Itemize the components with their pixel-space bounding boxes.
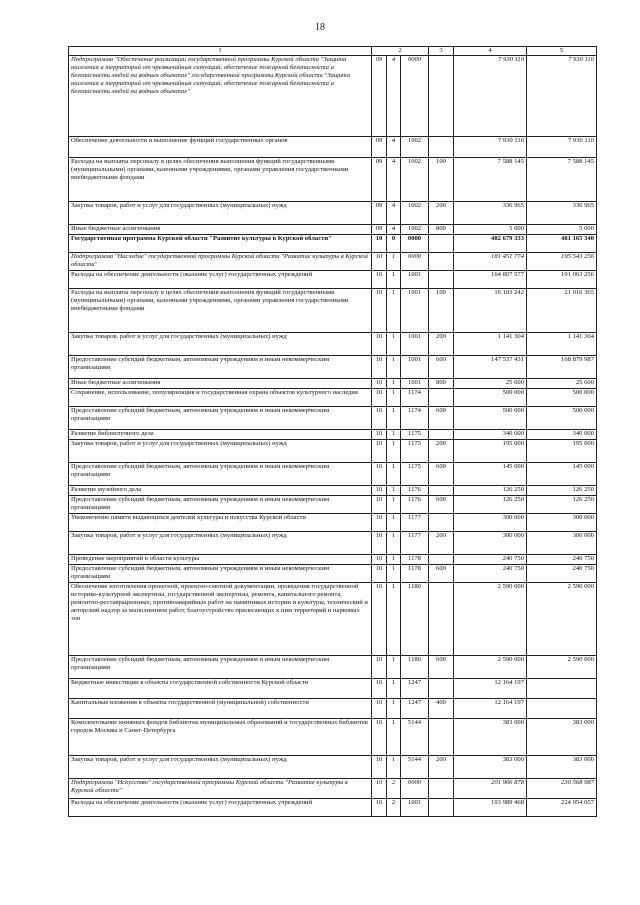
subprogram-code: 2: [387, 799, 401, 817]
row-name: Предоставление субсидий бюджетным, автономным учреждениям и иным некоммерческим организациям: [69, 565, 372, 583]
table-row: [69, 679, 597, 699]
expense-type: [429, 430, 454, 440]
amount-year-2: 168 879 987: [527, 356, 597, 379]
subprogram-code: 0: [387, 235, 401, 253]
program-code: 10: [372, 565, 387, 583]
subprogram-code: 1: [387, 583, 401, 656]
amount-year-1: 500 000: [454, 407, 527, 430]
table-row: [69, 486, 597, 496]
subprogram-code: 1: [387, 333, 401, 356]
direction-code: 1002: [401, 158, 429, 202]
program-code: 10: [372, 679, 387, 699]
direction-code: 0000: [401, 235, 429, 253]
amount-year-2: 383 000: [527, 719, 597, 756]
amount-year-1: 7 930 110: [454, 56, 527, 137]
direction-code: 1175: [401, 430, 429, 440]
direction-code: 1177: [401, 514, 429, 532]
amount-year-1: 340 000: [454, 430, 527, 440]
amount-year-2: 21 016 365: [527, 289, 597, 333]
amount-year-2: 481 165 340: [527, 235, 597, 253]
amount-year-1: 336 965: [454, 202, 527, 225]
program-code: 10: [372, 486, 387, 496]
amount-year-1: 7 930 110: [454, 137, 527, 158]
row-name: Комплектование книжных фондов библиотек муниципальных образований и государственных библиотек городов Москвы и Санкт-Петербурга: [69, 719, 372, 756]
row-name: Развитие музейного дела: [69, 486, 372, 496]
amount-year-2: 224 054 057: [527, 799, 597, 817]
amount-year-2: 500 000: [527, 407, 597, 430]
expense-type: 400: [429, 699, 454, 719]
direction-code: 1002: [401, 137, 429, 158]
direction-code: 1174: [401, 389, 429, 407]
subprogram-code: 4: [387, 137, 401, 158]
table-row: [69, 137, 597, 158]
table-row: [69, 565, 597, 583]
program-code: 10: [372, 756, 387, 779]
row-name: Расходы на выплаты персоналу в целях обеспечения выполнения функций государственными (муниципальными) органами, казенными учреждениями, органами управления государственными внебюджетными фондами: [69, 158, 372, 202]
program-code: 10: [372, 440, 387, 463]
table-row: [69, 430, 597, 440]
direction-code: 1001: [401, 799, 429, 817]
direction-code: 5144: [401, 719, 429, 756]
amount-year-2: [527, 699, 597, 719]
table-row: [69, 56, 597, 137]
row-name: Расходы на выплаты персоналу в целях обеспечения выполнения функций государственными (муниципальными) органами, казенными учреждениями, органами управления государственными внебюджетными фондами: [69, 289, 372, 333]
table-row: [69, 235, 597, 253]
direction-code: 1180: [401, 583, 429, 656]
expense-type: [429, 514, 454, 532]
amount-year-1: 300 000: [454, 514, 527, 532]
row-name: Подпрограмма "Наследие" государственной программы Курской области "Развитие культуры в Курской области": [69, 253, 372, 271]
program-code: 10: [372, 514, 387, 532]
program-code: 10: [372, 496, 387, 514]
amount-year-2: 1 141 304: [527, 333, 597, 356]
table-row: [69, 532, 597, 555]
subprogram-code: 1: [387, 565, 401, 583]
program-code: 10: [372, 532, 387, 555]
expense-type: [429, 583, 454, 656]
direction-code: 1177: [401, 532, 429, 555]
program-code: 10: [372, 779, 387, 799]
table-row: [69, 496, 597, 514]
expense-type: 200: [429, 532, 454, 555]
direction-code: 1247: [401, 699, 429, 719]
program-code: 10: [372, 333, 387, 356]
amount-year-2: 240 750: [527, 555, 597, 565]
table-row: [69, 356, 597, 379]
expense-type: [429, 555, 454, 565]
table-row: [69, 379, 597, 389]
amount-year-2: 126 250: [527, 486, 597, 496]
direction-code: 1178: [401, 555, 429, 565]
amount-year-2: 340 000: [527, 430, 597, 440]
amount-year-2: 500 000: [527, 389, 597, 407]
program-code: 10: [372, 289, 387, 333]
program-code: 10: [372, 656, 387, 679]
budget-table: [68, 46, 597, 817]
row-name: Сохранение, использование, популяризация и государственная охрана объектов культурного наследия: [69, 389, 372, 407]
expense-type: 600: [429, 565, 454, 583]
expense-type: 200: [429, 202, 454, 225]
direction-code: 1178: [401, 565, 429, 583]
direction-code: 1002: [401, 202, 429, 225]
amount-year-2: 191 063 256: [527, 271, 597, 289]
row-name: Предоставление субсидий бюджетным, автономным учреждениям и иным некоммерческим организациям: [69, 656, 372, 679]
row-name: Закупка товаров, работ и услуг для государственных (муниципальных) нужд: [69, 440, 372, 463]
subprogram-code: 4: [387, 56, 401, 137]
expense-type: [429, 235, 454, 253]
subprogram-code: 1: [387, 699, 401, 719]
direction-code: 1001: [401, 356, 429, 379]
program-code: 10: [372, 389, 387, 407]
expense-type: 800: [429, 379, 454, 389]
direction-code: 0000: [401, 779, 429, 799]
expense-type: [429, 137, 454, 158]
amount-year-2: 126 250: [527, 496, 597, 514]
subprogram-code: 2: [387, 779, 401, 799]
expense-type: [429, 486, 454, 496]
program-code: 10: [372, 253, 387, 271]
amount-year-2: 7 930 110: [527, 137, 597, 158]
amount-year-2: 25 600: [527, 379, 597, 389]
subprogram-code: 1: [387, 356, 401, 379]
row-name: Увековечение памяти выдающихся деятелей культуры и искусства Курской области: [69, 514, 372, 532]
table-row: [69, 463, 597, 486]
table-row: [69, 253, 597, 271]
subprogram-code: 1: [387, 289, 401, 333]
amount-year-1: 126 250: [454, 496, 527, 514]
header-col-2: 2: [372, 47, 429, 56]
subprogram-code: 1: [387, 656, 401, 679]
row-name: Предоставление субсидий бюджетным, автономным учреждениям и иным некоммерческим организациям: [69, 463, 372, 486]
row-name: Иные бюджетные ассигнования: [69, 379, 372, 389]
direction-code: 0000: [401, 56, 429, 137]
amount-year-1: 240 750: [454, 555, 527, 565]
amount-year-1: 5 000: [454, 225, 527, 235]
amount-year-2: 300 000: [527, 514, 597, 532]
amount-year-1: 240 750: [454, 565, 527, 583]
program-code: 09: [372, 56, 387, 137]
table-row: [69, 407, 597, 430]
row-name: Расходы на обеспечение деятельности (оказание услуг) государственных учреждений: [69, 271, 372, 289]
direction-code: 1176: [401, 496, 429, 514]
row-name: Закупка товаров, работ и услуг для государственных (муниципальных) нужд: [69, 202, 372, 225]
expense-type: [429, 779, 454, 799]
expense-type: [429, 253, 454, 271]
table-row: [69, 583, 597, 656]
table-header-row: [69, 47, 597, 56]
amount-year-1: 383 000: [454, 719, 527, 756]
expense-type: 600: [429, 356, 454, 379]
amount-year-2: 383 000: [527, 756, 597, 779]
program-code: 10: [372, 235, 387, 253]
subprogram-code: 4: [387, 158, 401, 202]
program-code: 10: [372, 356, 387, 379]
table-row: [69, 555, 597, 565]
subprogram-code: 1: [387, 430, 401, 440]
program-code: 10: [372, 463, 387, 486]
direction-code: 1175: [401, 463, 429, 486]
expense-type: [429, 719, 454, 756]
amount-year-2: 336 965: [527, 202, 597, 225]
row-name: Предоставление субсидий бюджетным, автономным учреждениям и иным некоммерческим организациям: [69, 496, 372, 514]
expense-type: 100: [429, 158, 454, 202]
row-name: Подпрограмма "Искусство" государственной программы Курской области "Развитие культуры в Курской области": [69, 779, 372, 799]
direction-code: 1180: [401, 656, 429, 679]
page-number: 18: [315, 22, 325, 33]
amount-year-1: 1 141 304: [454, 333, 527, 356]
amount-year-2: [527, 679, 597, 699]
amount-year-1: 181 451 774: [454, 253, 527, 271]
table-row: [69, 289, 597, 333]
subprogram-code: 1: [387, 407, 401, 430]
direction-code: 1247: [401, 679, 429, 699]
program-code: 09: [372, 202, 387, 225]
table-row: [69, 271, 597, 289]
amount-year-1: 145 000: [454, 463, 527, 486]
direction-code: 1001: [401, 333, 429, 356]
table-row: [69, 656, 597, 679]
subprogram-code: 1: [387, 463, 401, 486]
direction-code: 1002: [401, 225, 429, 235]
direction-code: 0000: [401, 253, 429, 271]
amount-year-1: 126 250: [454, 486, 527, 496]
row-name: Предоставление субсидий бюджетным, автономным учреждениям и иным некоммерческим организациям: [69, 407, 372, 430]
table-row: [69, 158, 597, 202]
program-code: 10: [372, 583, 387, 656]
amount-year-2: 2 590 000: [527, 656, 597, 679]
amount-year-1: 193 989 468: [454, 799, 527, 817]
direction-code: 1175: [401, 440, 429, 463]
program-code: 10: [372, 379, 387, 389]
subprogram-code: 4: [387, 225, 401, 235]
direction-code: 1001: [401, 271, 429, 289]
program-code: 10: [372, 271, 387, 289]
program-code: 09: [372, 225, 387, 235]
expense-type: 800: [429, 225, 454, 235]
expense-type: [429, 56, 454, 137]
amount-year-1: 2 590 000: [454, 583, 527, 656]
table-row: [69, 719, 597, 756]
amount-year-2: 195 543 256: [527, 253, 597, 271]
direction-code: 1176: [401, 486, 429, 496]
subprogram-code: 1: [387, 756, 401, 779]
amount-year-1: 164 807 577: [454, 271, 527, 289]
table-row: [69, 440, 597, 463]
row-name: Обеспечение деятельности и выполнение функций государственных органов: [69, 137, 372, 158]
row-name: Закупка товаров, работ и услуг для государственных (муниципальных) нужд: [69, 756, 372, 779]
amount-year-2: 230 568 987: [527, 779, 597, 799]
row-name: Государственная программа Курской области "Развитие культуры в Курской области": [69, 235, 372, 253]
amount-year-1: 16 103 242: [454, 289, 527, 333]
amount-year-1: 2 590 000: [454, 656, 527, 679]
direction-code: 5144: [401, 756, 429, 779]
amount-year-1: 482 679 333: [454, 235, 527, 253]
row-name: Обеспечение изготовления проектной, проектно-сметной документации, проведения государственной историко-культурной экспертизы, государственной экспертизы, ремонта, капитального ремонта, ремонтно-реставрационных, противоаварийных работ на памятниках истории и культуры, технический и авторский надзор за выполнением работ, благоустройство прилегающих к ним территорий и парковых зон: [69, 583, 372, 656]
subprogram-code: 1: [387, 486, 401, 496]
amount-year-2: 145 000: [527, 463, 597, 486]
amount-year-2: 240 750: [527, 565, 597, 583]
table-row: [69, 756, 597, 779]
header-col-5: 5: [527, 47, 597, 56]
table-row: [69, 225, 597, 235]
amount-year-2: 2 590 000: [527, 583, 597, 656]
row-name: Закупка товаров, работ и услуг для государственных (муниципальных) нужд: [69, 333, 372, 356]
table-row: [69, 389, 597, 407]
subprogram-code: 1: [387, 389, 401, 407]
expense-type: [429, 271, 454, 289]
expense-type: 600: [429, 496, 454, 514]
table-row: [69, 514, 597, 532]
row-name: Предоставление субсидий бюджетным, автономным учреждениям и иным некоммерческим организациям: [69, 356, 372, 379]
program-code: 10: [372, 699, 387, 719]
amount-year-1: 300 000: [454, 532, 527, 555]
header-col-1: 1: [69, 47, 372, 56]
subprogram-code: 1: [387, 496, 401, 514]
subprogram-code: 1: [387, 719, 401, 756]
program-code: 10: [372, 555, 387, 565]
direction-code: 1001: [401, 379, 429, 389]
program-code: 10: [372, 719, 387, 756]
table-row: [69, 333, 597, 356]
program-code: 10: [372, 407, 387, 430]
amount-year-2: 7 930 110: [527, 56, 597, 137]
amount-year-1: 147 537 431: [454, 356, 527, 379]
amount-year-1: 201 966 878: [454, 779, 527, 799]
amount-year-2: 5 000: [527, 225, 597, 235]
table-row: [69, 202, 597, 225]
subprogram-code: 1: [387, 555, 401, 565]
subprogram-code: 1: [387, 271, 401, 289]
table-row: [69, 699, 597, 719]
direction-code: 1001: [401, 289, 429, 333]
table-row: [69, 799, 597, 817]
program-code: 09: [372, 158, 387, 202]
direction-code: 1174: [401, 407, 429, 430]
amount-year-2: 7 588 145: [527, 158, 597, 202]
subprogram-code: 1: [387, 379, 401, 389]
amount-year-1: 7 588 145: [454, 158, 527, 202]
expense-type: 200: [429, 333, 454, 356]
table-row: [69, 779, 597, 799]
program-code: 10: [372, 430, 387, 440]
subprogram-code: 1: [387, 679, 401, 699]
expense-type: 600: [429, 656, 454, 679]
expense-type: 200: [429, 756, 454, 779]
header-col-4: 4: [454, 47, 527, 56]
row-name: Проведение мероприятий в области культуры: [69, 555, 372, 565]
expense-type: [429, 679, 454, 699]
expense-type: 100: [429, 289, 454, 333]
amount-year-1: 25 600: [454, 379, 527, 389]
row-name: Развитие библиотечного дела: [69, 430, 372, 440]
amount-year-1: 383 000: [454, 756, 527, 779]
amount-year-1: 12 164 197: [454, 699, 527, 719]
program-code: 09: [372, 137, 387, 158]
amount-year-1: 195 000: [454, 440, 527, 463]
subprogram-code: 1: [387, 253, 401, 271]
program-code: 10: [372, 799, 387, 817]
row-name: Бюджетные инвестиции в объекты государственной собственности Курской области: [69, 679, 372, 699]
amount-year-2: 300 000: [527, 532, 597, 555]
expense-type: [429, 799, 454, 817]
subprogram-code: 1: [387, 532, 401, 555]
header-col-3: 3: [429, 47, 454, 56]
subprogram-code: 4: [387, 202, 401, 225]
row-name: Капитальные вложения в объекты государственной (муниципальной) собственности: [69, 699, 372, 719]
row-name: Иные бюджетные ассигнования: [69, 225, 372, 235]
subprogram-code: 1: [387, 514, 401, 532]
row-name: Закупка товаров, работ и услуг для государственных (муниципальных) нужд: [69, 532, 372, 555]
expense-type: 600: [429, 463, 454, 486]
subprogram-code: 1: [387, 440, 401, 463]
expense-type: [429, 389, 454, 407]
row-name: Подпрограмма "Обеспечение реализации государственной программы Курской области "Защита населения и территорий от чрезвычайных ситуаций, обеспечение пожарной безопасности и безопасности людей на водных объектах" государственной программы Курской области "Защита населения и территорий от чрезвычайных ситуаций, обеспечение пожарной безопасности и безопасности людей на водных объектах": [69, 56, 372, 137]
amount-year-1: 500 000: [454, 389, 527, 407]
row-name: Расходы на обеспечение деятельности (оказание услуг) государственных учреждений: [69, 799, 372, 817]
expense-type: 200: [429, 440, 454, 463]
expense-type: 600: [429, 407, 454, 430]
amount-year-1: 12 164 197: [454, 679, 527, 699]
amount-year-2: 195 000: [527, 440, 597, 463]
